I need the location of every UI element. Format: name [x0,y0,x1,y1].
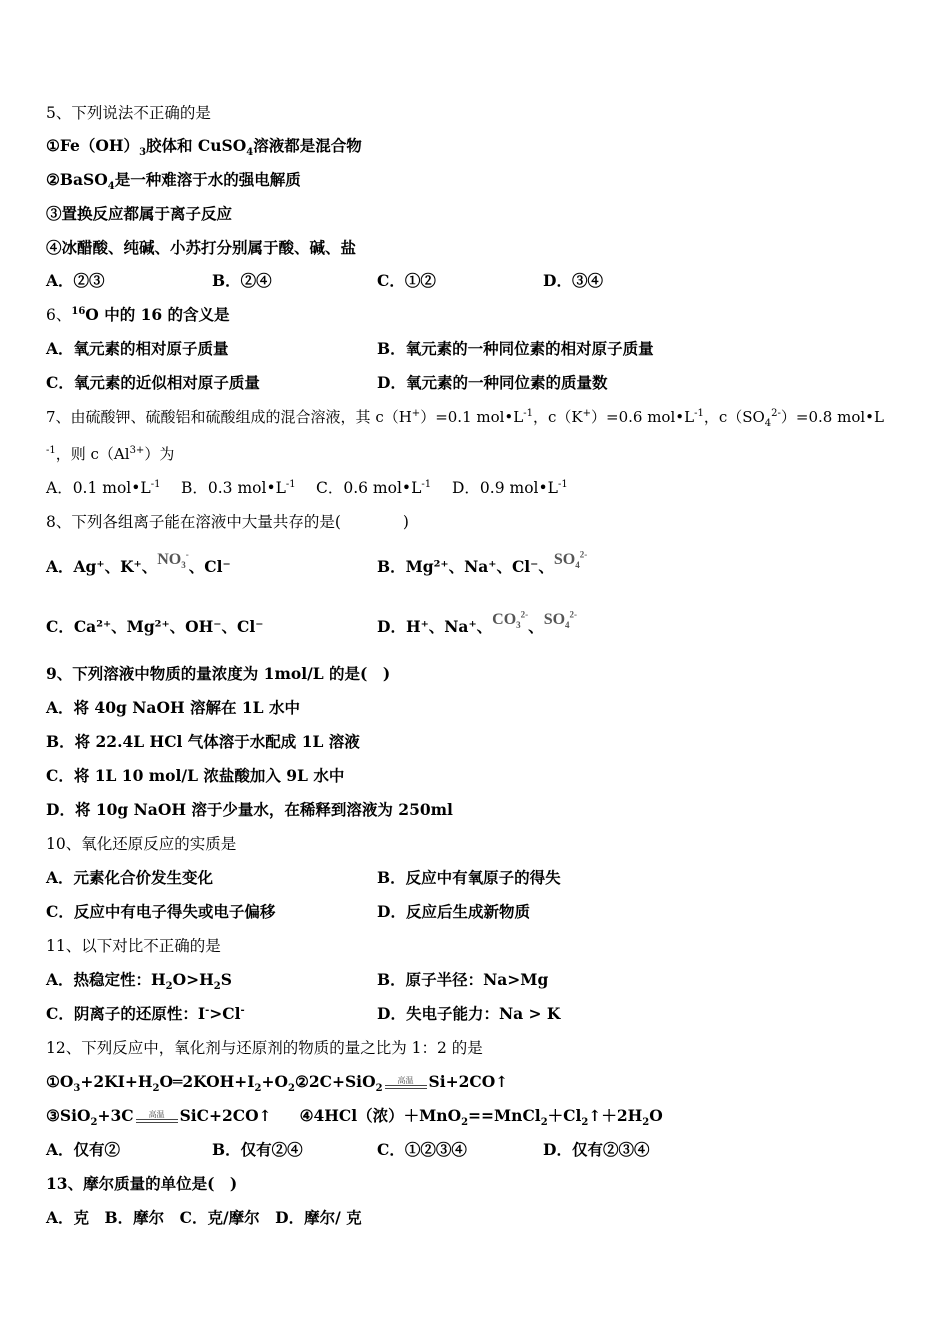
q12-option-b[interactable]: B．仅有②④ [212,1140,303,1159]
q11-option-b[interactable]: B．原子半径：Na>Mg [377,970,549,989]
q5-stem: 5、下列说法不正确的是 [46,104,211,122]
q5-option-b[interactable]: B．②④ [212,271,272,290]
q11-option-d[interactable]: D．失电子能力：Na > K [377,1004,561,1023]
q12-reactions-3-4: ③SiO$_2$+3C 高温 SiC+2CO↑ ④4HCl（浓）$+MnO_2==MnCl_2+Cl_2↑+2H_2O$ [46,1106,663,1129]
q7-option-a[interactable]: A．0.1 $mol•L^{-1}$ [46,478,161,497]
q8-option-b[interactable]: B．Mg²⁺、Na⁺、Cl⁻、$SO_4^{2-}$ [377,549,588,576]
q12-stem: 12、下列反应中，氧化剂与还原剂的物质的量之比为 1：2 的是 [46,1039,483,1057]
q8-option-d[interactable]: D．H⁺、Na⁺、$CO_3^{2-}$、$SO_4^{2-}$ [377,609,578,636]
q6-option-a[interactable]: A．氧元素的相对原子质量 [46,339,229,358]
carbonate-formula: $CO_3^{2-}$ [492,609,529,631]
q7-stem-line2: $^{-1}$，则 $c(Al^{3+})$为 [46,445,175,463]
q10-option-a[interactable]: A．元素化合价发生变化 [46,868,214,887]
sulfate-formula: $SO_4^{2-}$ [543,609,578,631]
q12-option-c[interactable]: C．①②③④ [377,1140,467,1159]
q5-statement-2: ②BaSO$_4$是一种难溶于水的强电解质 [46,170,301,193]
q5-option-a[interactable]: A．②③ [46,271,105,290]
high-temp-arrow: 高温 [134,1107,180,1127]
q10-option-c[interactable]: C．反应中有电子得失或电子偏移 [46,902,276,921]
q9-option-a[interactable]: A．将 40g NaOH 溶解在 1L 水中 [46,698,300,717]
q11-stem: 11、以下对比不正确的是 [46,937,221,955]
q10-option-b[interactable]: B．反应中有氧原子的得失 [377,868,561,887]
q11-option-c[interactable]: C．阴离子的还原性：I->Cl- [46,1004,245,1023]
q6-option-c[interactable]: C．氧元素的近似相对原子质量 [46,373,260,392]
sulfate-formula: $SO_4^{2-}$ [553,549,588,571]
q8-option-a[interactable]: A．Ag⁺、K⁺、$NO_3^-$、Cl⁻ [46,549,231,576]
q12-option-d[interactable]: D．仅有②③④ [543,1140,650,1159]
q11-option-a[interactable]: A．热稳定性：$H_2O>H_2S$ [46,970,232,993]
q13-options[interactable]: A．克 B．摩尔 C．克/摩尔 D．摩尔/ 克 [46,1208,362,1227]
q7-stem-line1: 7、由硫酸钾、硫酸铝和硫酸组成的混合溶液，其 c（H+）=0.1 $mol•L^{-1}$，c（K+）=0.6 $mol•L^{-1}$，$c(SO_4^{2-})=0.8$ mol•L [46,408,884,429]
q7-option-c[interactable]: C．0.6 $mol•L^{-1}$ [316,478,432,497]
q6-option-d[interactable]: D．氧元素的一种同位素的质量数 [377,373,608,392]
high-temp-arrow: 高温 [383,1073,429,1093]
q6-option-b[interactable]: B．氧元素的一种同位素的相对原子质量 [377,339,654,358]
q9-stem: 9、下列溶液中物质的量浓度为 1mol/L 的是( ) [46,664,391,683]
q9-option-d[interactable]: D．将 10g NaOH 溶于少量水，在稀释到溶液为 250ml [46,800,453,819]
q6-stem: 6、$^{16}$O 中的 16 的含义是 [46,305,230,324]
q5-statement-4: ④冰醋酸、纯碱、小苏打分别属于酸、碱、盐 [46,238,357,257]
q12-reactions-1-2: $①O_3+2KI+H_2O═2KOH+I_2+O_2②2C+SiO_2$ 高温 Si+2CO↑ [46,1072,509,1095]
nitrate-formula: $NO_3^-$ [157,549,189,571]
q10-stem: 10、氧化还原反应的实质是 [46,835,237,853]
q13-stem: 13、摩尔质量的单位是( ) [46,1174,238,1193]
q7-option-d[interactable]: D．0.9 $mol•L^{-1}$ [452,478,568,497]
q8-option-c[interactable]: C．Ca²⁺、Mg²⁺、OH⁻、Cl⁻ [46,617,264,636]
q5-statement-1: $①Fe(OH)_3$胶体和 CuSO$_4$溶液都是混合物 [46,136,362,159]
q5-statement-3: ③置换反应都属于离子反应 [46,204,233,223]
q8-stem: 8、下列各组离子能在溶液中大量共存的是( ) [46,513,409,531]
q9-option-c[interactable]: C．将 1L 10 mol/L 浓盐酸加入 9L 水中 [46,766,345,785]
q7-option-b[interactable]: B．0.3 $mol•L^{-1}$ [181,478,296,497]
q5-option-d[interactable]: D．③④ [543,271,603,290]
q5-option-c[interactable]: C．①② [377,271,436,290]
q10-option-d[interactable]: D．反应后生成新物质 [377,902,530,921]
q12-option-a[interactable]: A．仅有② [46,1140,121,1159]
q9-option-b[interactable]: B．将 22.4L HCl 气体溶于水配成 1L 溶液 [46,732,360,751]
